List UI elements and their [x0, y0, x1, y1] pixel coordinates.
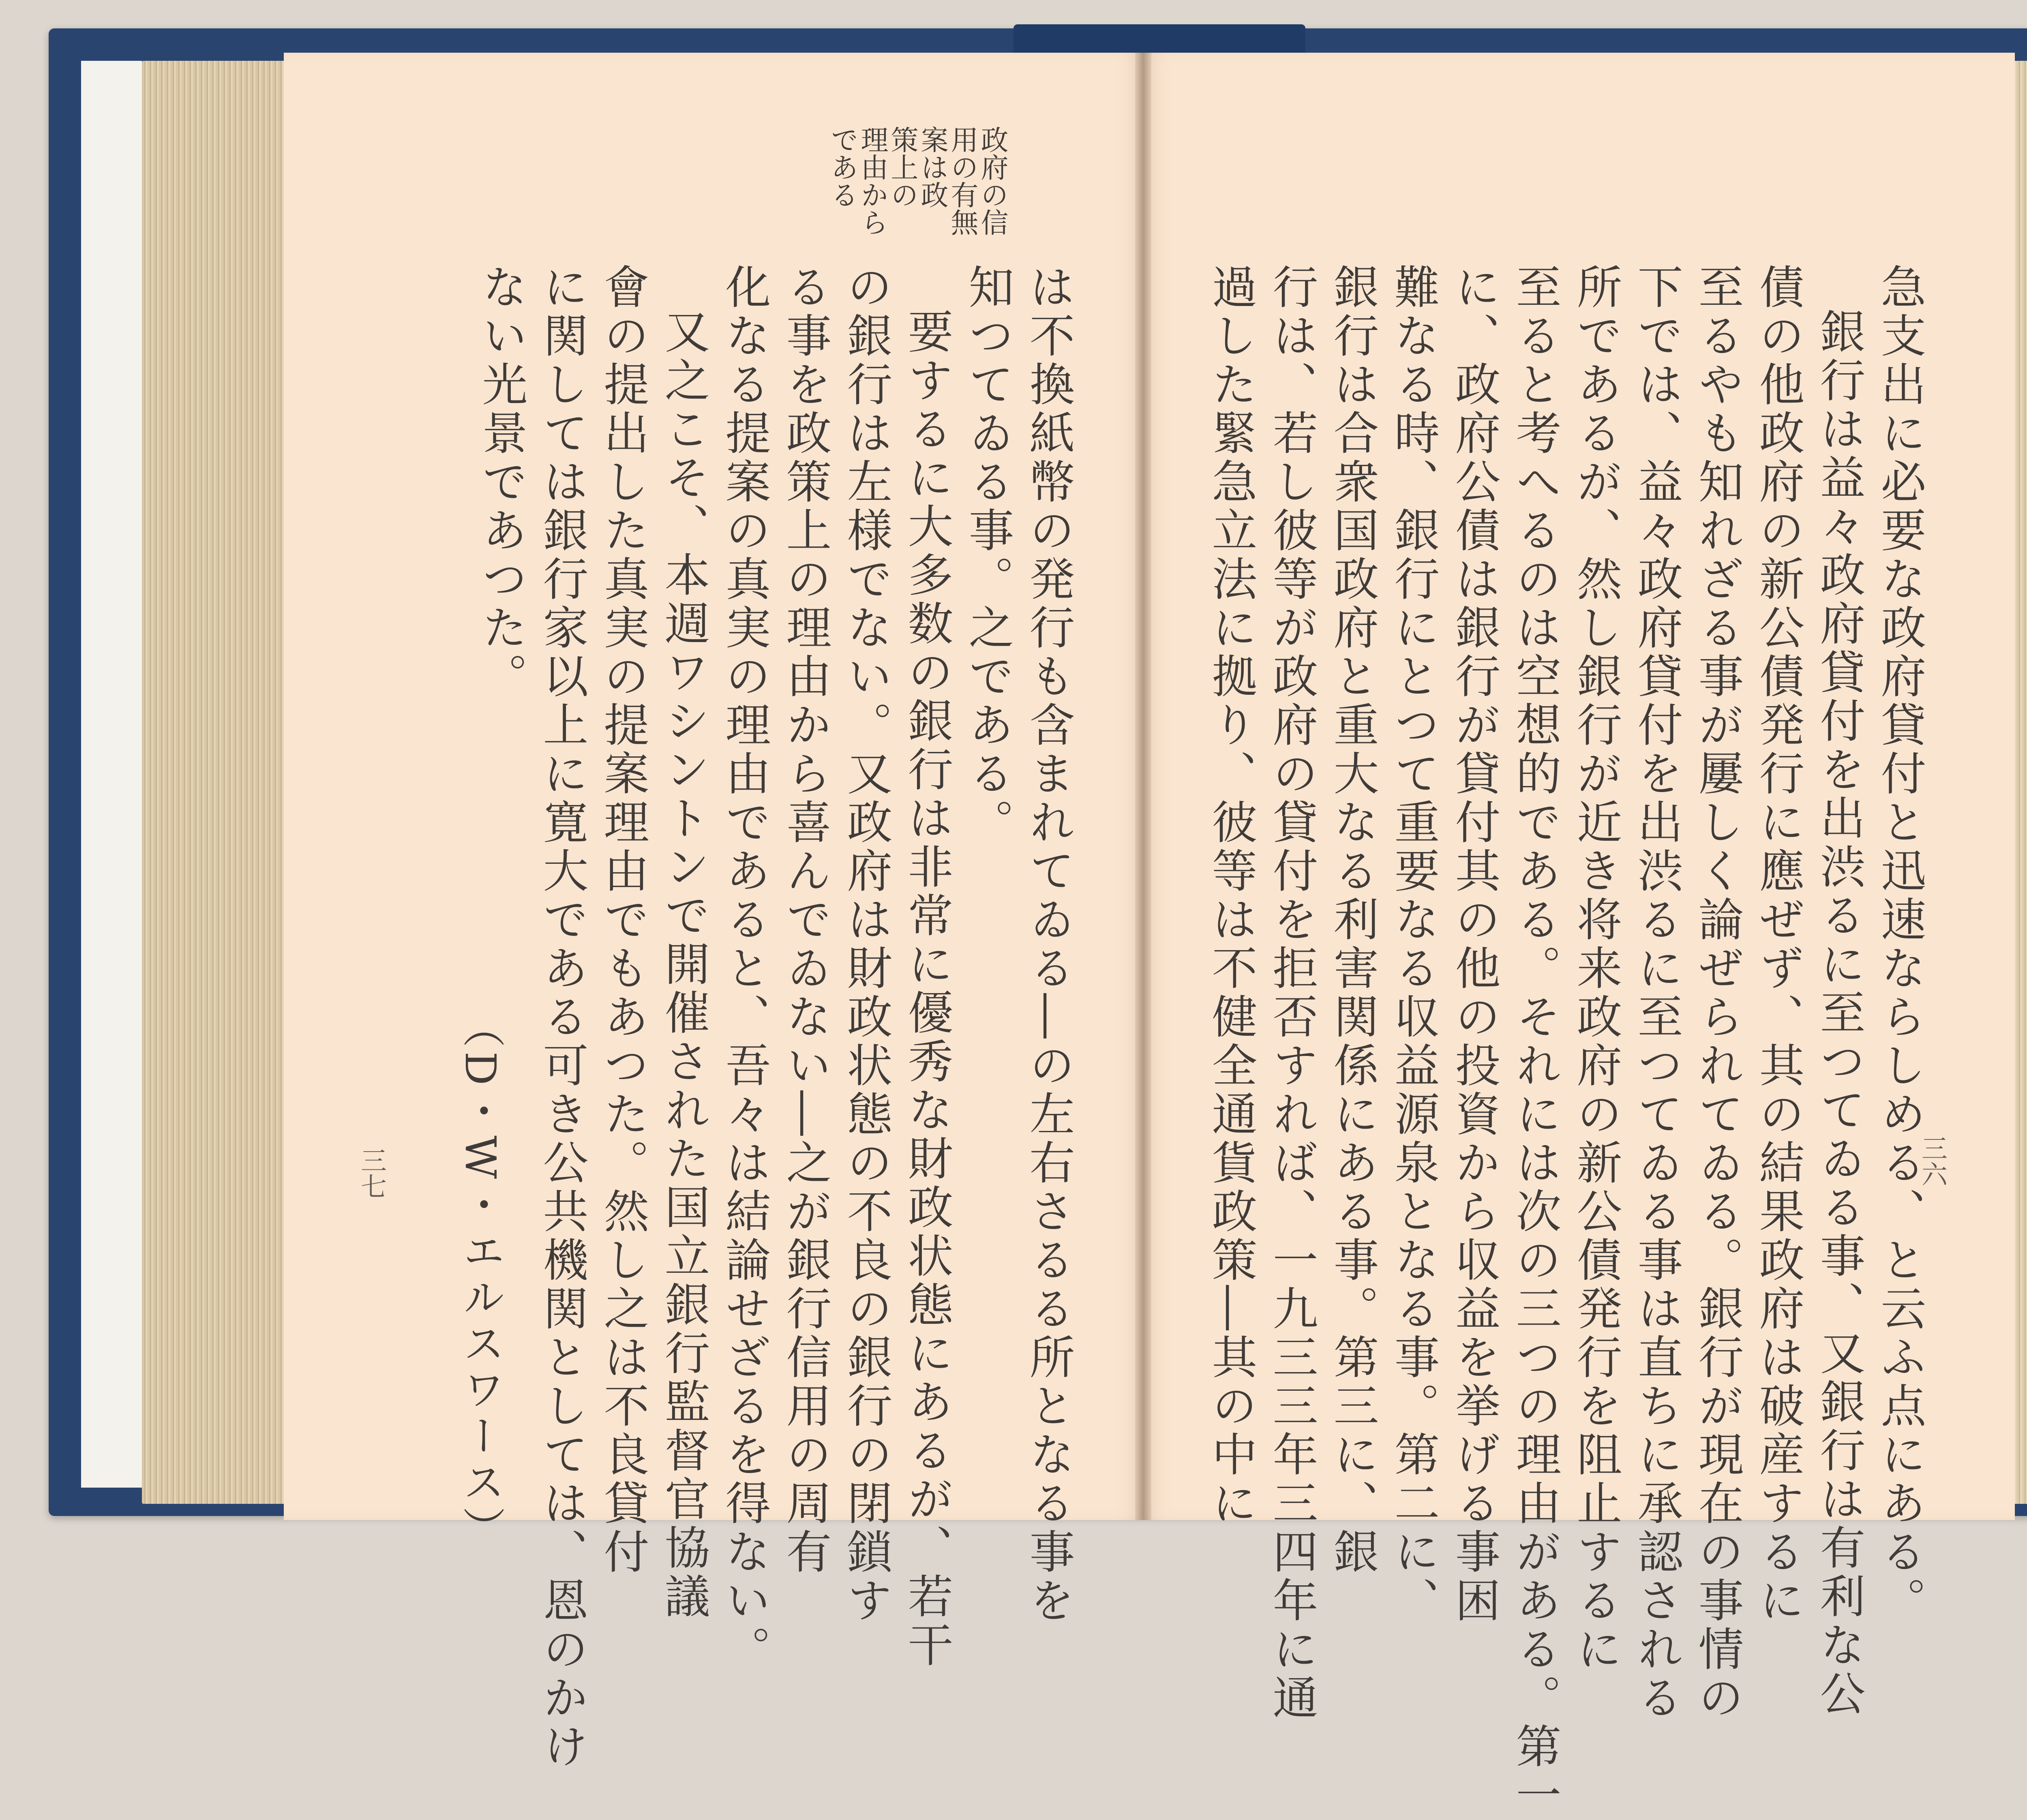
left-page-column: 要するに大多数の銀行は非常に優秀な財政状態にあるが、若干 [900, 308, 953, 1670]
book-gutter [1135, 53, 1151, 1520]
right-page-column: 至るやも知れざる事が屢しく論ぜられてゐる。銀行が現在の事情の [1691, 263, 1744, 1723]
right-page-column: 至ると考へるのは空想的である。それには次の三つの理由がある。第一 [1508, 263, 1561, 1820]
right-page-column: 所であるが、然し銀行が近き将来政府の新公債発行を阻止するに [1569, 263, 1622, 1674]
right-page-column: 急支出に必要な政府貸付と迅速ならしめる、と云ふ点にある。 [1873, 263, 1926, 1625]
right-page-column: 行は、若し彼等が政府の貸付を拒否すれば、一九三三年三四年に通 [1265, 263, 1318, 1723]
endpaper-left [81, 61, 142, 1488]
margin-note: 政府の信 用の有無 案は政 策上の 理由から である [826, 126, 1008, 236]
left-page-column: 又之こそ、本週ワシントンで開催された国立銀行監督官協議 [657, 308, 710, 1621]
right-page-column: 過した緊急立法に拠り、彼等は不健全通貨政策―其の中に [1204, 263, 1257, 1528]
left-page-column: に関しては銀行家以上に寛大である可き公共機関としては、恩のかけ [536, 263, 588, 1771]
left-page-column: の銀行は左様でない。又政府は財政状態の不良の銀行の閉鎖す [840, 263, 892, 1625]
right-page-number: 三六 [1917, 1135, 1947, 1187]
left-page [284, 53, 1143, 1520]
page-block-left [142, 61, 288, 1504]
author-attribution: （D・W・エルスワース） [456, 1005, 505, 1553]
left-page-column: は不換紙幣の発行も含まれてゐる―の左右さるる所となる事を [1022, 263, 1075, 1625]
right-page-column: 下では、益々政府貸付を出渋るに至つてゐる事は直ちに承認される [1630, 263, 1683, 1723]
left-page-column: 知つてゐる事。之である。 [961, 263, 1014, 847]
right-page-column: 債の他政府の新公債発行に應ぜず、其の結果政府は破産するに [1752, 263, 1804, 1625]
right-page-column: 難なる時、銀行にとつて重要なる収益源泉となる事。第二に、 [1387, 263, 1440, 1625]
right-page-column: 銀行は合衆国政府と重大なる利害関係にある事。第三に、銀 [1326, 263, 1379, 1577]
right-page-column: 銀行は益々政府貸付を出渋るに至つてゐる事、又銀行は有利な公 [1813, 308, 1865, 1719]
left-page-column: る事を政策上の理由から喜んでゐない―之が銀行信用の周有 [779, 263, 831, 1577]
left-page-column: 會の提出した真実の提案理由でもあつた。然し之は不良貸付 [596, 263, 649, 1577]
left-page-number: 三七 [356, 1147, 386, 1199]
left-page-column: ない光景であつた。 [475, 263, 527, 701]
right-page-column: に、政府公債は銀行が貸付其の他の投資から収益を挙げる事困 [1448, 263, 1500, 1625]
left-page-column: 化なる提案の真実の理由であると、吾々は結論せざるを得ない。 [718, 263, 771, 1674]
